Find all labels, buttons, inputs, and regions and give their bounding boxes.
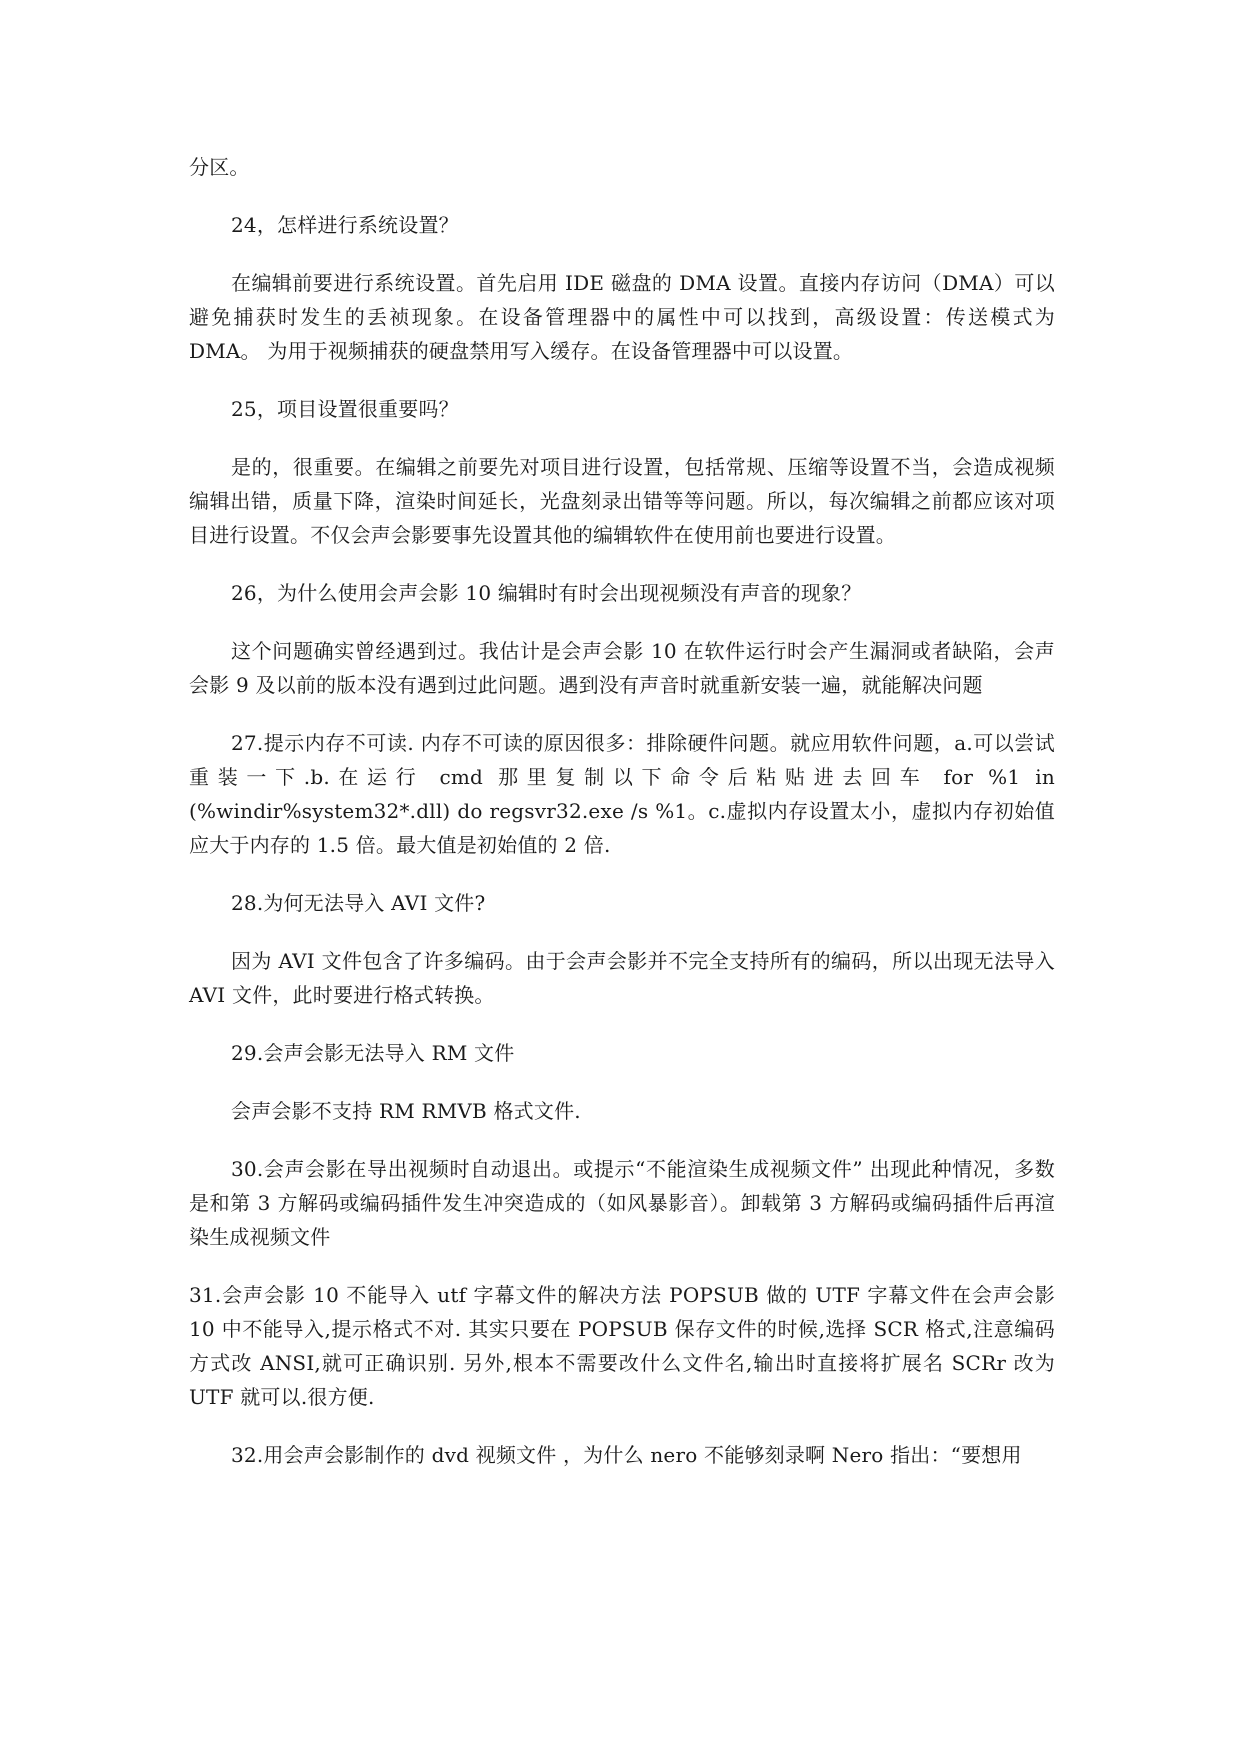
answer-25: 是的，很重要。在编辑之前要先对项目进行设置，包括常规、压缩等设置不当，会造成视频编辑出错，质量下降，渲染时间延长，光盘刻录出错等等问题。所以，每次编辑之前都应该对项目进行设置。不仅会声会影要事先设置其他的编辑软件在使用前也要进行设置。 — [189, 455, 1055, 547]
question-26: 26，为什么使用会声会影 10 编辑时有时会出现视频没有声音的现象？ — [231, 581, 862, 605]
answer-26: 这个问题确实曾经遇到过。我估计是会声会影 10 在软件运行时会产生漏洞或者缺陷，会声会影 9 及以前的版本没有遇到过此问题。遇到没有声音时就重新安装一遍，就能解决问题 — [189, 639, 1055, 697]
answer-29: 会声会影不支持 RM RMVB 格式文件. — [231, 1099, 581, 1123]
item-30: 30.会声会影在导出视频时自动退出。或提示“不能渲染生成视频文件” 出现此种情况，多数是和第 3 方解码或编码插件发生冲突造成的（如风暴影音）。卸载第 3 方解码或编码插件后再渲染生成视频文件 — [189, 1157, 1055, 1249]
item-27: 27.提示内存不可读. 内存不可读的原因很多：排除硬件问题。就应用软件问题，a.可以尝试重装一下.b.在运行 cmd 那里复制以下命令后粘贴进去回车 for %1 in (%windir%system32*.dll) do regsvr32.exe /s %1。c.虚拟内存设置太小，虚拟内存初始值应大于内存的 1.5 倍。最大值是初始值的 2 倍. — [189, 731, 1055, 857]
question-28: 28.为何无法导入 AVI 文件? — [231, 891, 486, 915]
paragraph-continuation: 分区。 — [189, 155, 250, 179]
answer-24: 在编辑前要进行系统设置。首先启用 IDE 磁盘的 DMA 设置。直接内存访问（DMA）可以避免捕获时发生的丢祯现象。在设备管理器中的属性中可以找到，高级设置：传送模式为 DMA。 为用于视频捕获的硬盘禁用写入缓存。在设备管理器中可以设置。 — [189, 271, 1055, 363]
question-24: 24，怎样进行系统设置？ — [231, 213, 459, 237]
document-page — [189, 150, 1055, 1472]
item-32: 32.用会声会影制作的 dvd 视频文件 ，为什么 nero 不能够刻录啊 Nero 指出：“要想用 — [231, 1443, 1022, 1467]
question-25: 25，项目设置很重要吗？ — [231, 397, 459, 421]
answer-28: 因为 AVI 文件包含了许多编码。由于会声会影并不完全支持所有的编码，所以出现无法导入 AVI 文件，此时要进行格式转换。 — [189, 949, 1055, 1007]
question-29: 29.会声会影无法导入 RM 文件 — [231, 1041, 515, 1065]
item-31: 31.会声会影 10 不能导入 utf 字幕文件的解决方法 POPSUB 做的 UTF 字幕文件在会声会影 10 中不能导入,提示格式不对. 其实只要在 POPSUB 保存文件的时候,选择 SCR 格式,注意编码方式改 ANSI,就可正确识别. 另外,根本不需要改什么文件名,输出时直接将扩展名 SCRr 改为 UTF 就可以.很方便. — [189, 1283, 1055, 1409]
